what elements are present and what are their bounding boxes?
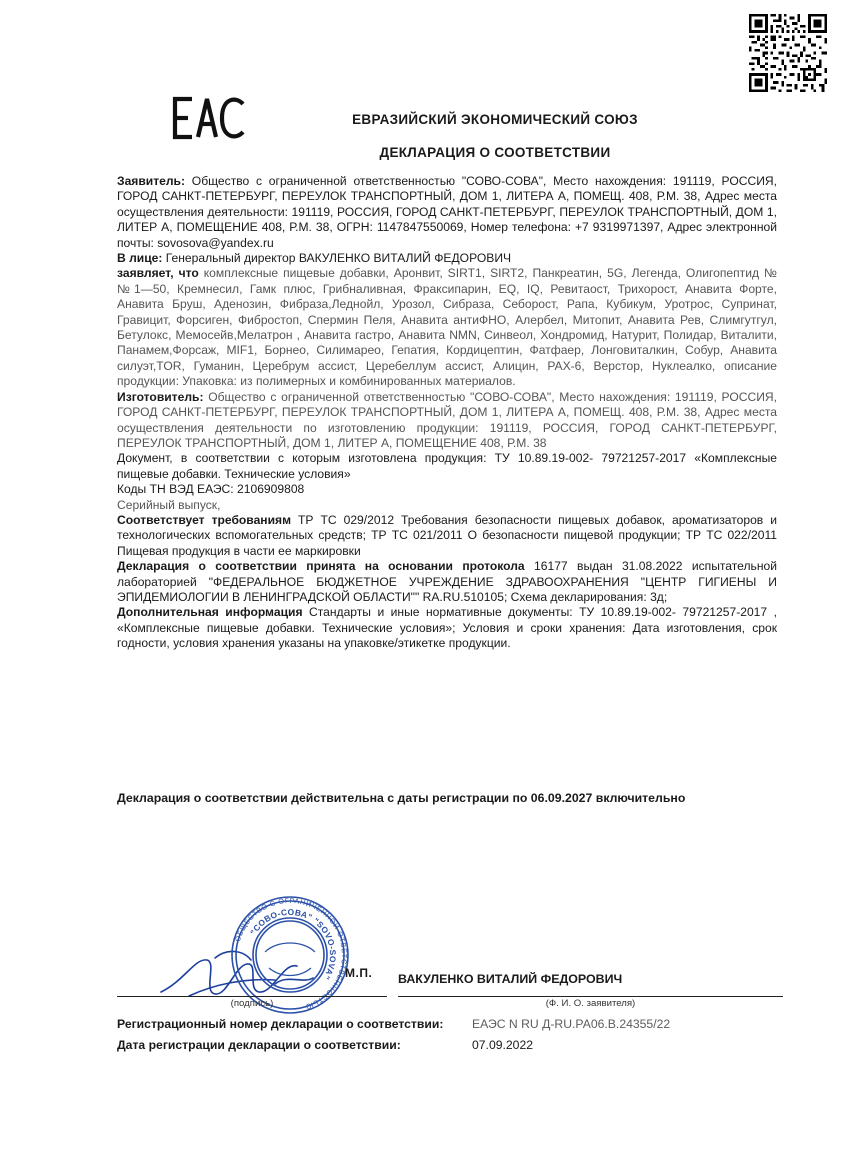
declares-text: комплексные пищевые добавки, Аронвит, SIRT1, SIRT2, Панкреатин, 5G, Легенда, Олигопептид №№1—50, Кремнесил, Гамк плюс, Грибналивная, Фраксипарин, EQ, IQ, Ревитаост, Трихорост, Анавита Форте, Анавита Бруш, Аденозин, Фибраза,Леднойл, Урозол, Сибраза, Себорост, Рапа, Кубикум, Уротрос, Супринат, Гравицит, Форсиген, Фибростоп, Спермин Пеля, Анавита антиФНО, Алербел, Митопит, Анавита Рев, Слимгутгул, Бетулокс, Мемосейв,Мелатрон , Анавита гастро, Анавита NMN, Синвеол, Хондромид, Натурит, Полидар, Виталити, Панамем,Форсаж, MIF1, Борнео, Силимарео, Гепатия, Кордицептин, Фатфаер, Лонговиталкин, Собур, Анавита силуэт,TOR, Гуманин, Церебрум ассист, Церебеллум ассист, Алицин, PAX-6, Верстор, Нуклеалко, описание продукции: Упаковка: из полимерных и комбинированных материалов. <box>117 266 777 389</box>
registration-number-row <box>117 1014 783 1035</box>
document-body <box>117 174 777 652</box>
registration-date-value: 07.09.2022 <box>472 1038 533 1052</box>
applicant-label: Заявитель: <box>117 174 186 188</box>
tn-ved-codes: Коды ТН ВЭД ЕАЭС: 2106909808 <box>117 482 305 497</box>
manufacturer-text: Общество с ограниченной ответственностью "СОВО-СОВА", Место нахождения: 191119, РОССИЯ, ГОРОД САНКТ-ПЕТЕРБУРГ, ПЕРЕУЛОК ТРАНСПОРТНЫЙ, ДОМ 1, ЛИТЕРА А, ПОМЕЩ. 408, Р.М. 38, Адрес места осуществления деятельности по изготовлению продукции: 191119, РОССИЯ, ГОРОД САНКТ-ПЕТЕРБУРГ, ПЕРЕУЛОК ТРАНСПОРТНЫЙ, ДОМ 1, ЛИТЕР А, ПОМЕЩЕНИЕ 408, Р.М. 38 <box>117 389 777 450</box>
signature-rule-right <box>398 996 783 997</box>
qr-code <box>749 14 827 92</box>
applicant-text: Общество с ограниченной ответственностью "СОВО-СОВА", Место нахождения: 191119, РОССИЯ, ГОРОД САНКТ-ПЕТЕРБУРГ, ПЕРЕУЛОК ТРАНСПОРТНЫЙ, ДОМ 1, ЛИТЕРА А, ПОМЕЩ. 408, Р.М. 38, Адрес места осуществления деятельности: 191119, РОССИЯ, ГОРОД САНКТ-ПЕТЕРБУРГ, ПЕРЕУЛОК ТРАНСПОРТНЫЙ, ДОМ 1, ЛИТЕР А, ПОМЕЩЕНИЕ 408, Р.М. 38, ОГРН: 1147847550069, Номер телефона: +7 9319971397, Адрес электронной почты: sovosova@yandex.ru <box>117 174 777 250</box>
document-basis: Документ, в соответствии с которым изготовлена продукция: ТУ 10.89.19-002- 79721257-2017 «Комплексные пищевые добавки. Технические условия» <box>117 451 777 481</box>
protocol-label: Декларация о соответствии принята на основании протокола <box>117 559 525 574</box>
requirements-block <box>117 513 777 559</box>
registration-footer <box>117 1014 783 1056</box>
svg-text:ОБЩЕСТВО С ОГРАНИЧЕННОЙ ОТВЕТС: ОБЩЕСТВО С ОГРАНИЧЕННОЙ ОТВЕТСТВЕННОСТЬЮ <box>232 895 350 1012</box>
declares-label: заявляет, что <box>117 266 199 281</box>
validity-statement: Декларация о соответствии действительна с даты регистрации по 06.09.2027 включительно <box>117 791 686 805</box>
protocol-block <box>117 559 777 605</box>
declares-block <box>117 266 777 389</box>
svg-text:"СОВО-СОВА" "SOVO-SOVA": "СОВО-СОВА" "SOVO-SOVA" <box>248 906 339 982</box>
registration-number-label: Регистрационный номер декларации о соответствии: <box>117 1017 444 1031</box>
eac-mark-icon <box>170 96 248 140</box>
requirements-text: ТР ТС 029/2012 Требования безопасности пищевых добавок, ароматизаторов и технологических вспомогательных средств; ТР ТС 021/2011 О безопасности пищевой продукции; ТР ТС 022/2011 Пищевая продукция в части ее маркировки <box>117 512 777 558</box>
additional-block <box>117 605 777 651</box>
representative-label: В лице: <box>117 251 163 266</box>
signatory-name: ВАКУЛЕНКО ВИТАЛИЙ ФЕДОРОВИЧ <box>398 972 623 986</box>
manufacturer-label: Изготовитель: <box>117 389 204 404</box>
protocol-text: 16177 выдан 31.08.2022 испытательной лабораторией "ФЕДЕРАЛЬНОЕ БЮДЖЕТНОЕ УЧРЕЖДЕНИЕ ЗДРАВООХРАНЕНИЯ "ЦЕНТР ГИГИЕНЫ И ЭПИДЕМИОЛОГИИ В ЛЕНИНГРАДСКОЙ ОБЛАСТИ"" RA.RU.510105; Схема декларирования: 3д; <box>117 559 777 604</box>
signature-caption-right: (Ф. И. О. заявителя) <box>545 998 636 1009</box>
document-header <box>285 112 705 160</box>
union-title: ЕВРАЗИЙСКИЙ ЭКОНОМИЧЕСКИЙ СОЮЗ <box>352 112 638 127</box>
registration-date-label: Дата регистрации декларации о соответствии: <box>117 1038 401 1052</box>
registration-date-row <box>117 1035 783 1056</box>
registration-number-value: ЕАЭС N RU Д-RU.РА06.В.24355/22 <box>472 1017 671 1031</box>
representative-text: Генеральный директор ВАКУЛЕНКО ВИТАЛИЙ ФЕДОРОВИЧ <box>165 251 512 266</box>
applicant-block <box>117 174 777 251</box>
signature-caption-left: (подпись) <box>230 998 274 1009</box>
representative-block <box>117 251 777 266</box>
requirements-label: Соответствует требованиям <box>117 512 292 527</box>
manufacturer-block <box>117 390 777 452</box>
series-release: Серийный выпуск, <box>117 497 221 512</box>
additional-text: Стандарты и иные нормативные документы: ТУ 10.89.19-002- 79721257-2017 , «Комплексные пищевые добавки. Технические условия»; Условия и сроки хранения: Дата изготовления, срок годности, условия хранения указаны на упаковке/этикетке продукции. <box>117 605 777 651</box>
signature-rule-left <box>117 996 387 997</box>
page-title: ДЕКЛАРАЦИЯ О СООТВЕТСТВИИ <box>379 145 611 160</box>
additional-label: Дополнительная информация <box>117 605 303 620</box>
mp-label: М.П. <box>345 966 373 980</box>
